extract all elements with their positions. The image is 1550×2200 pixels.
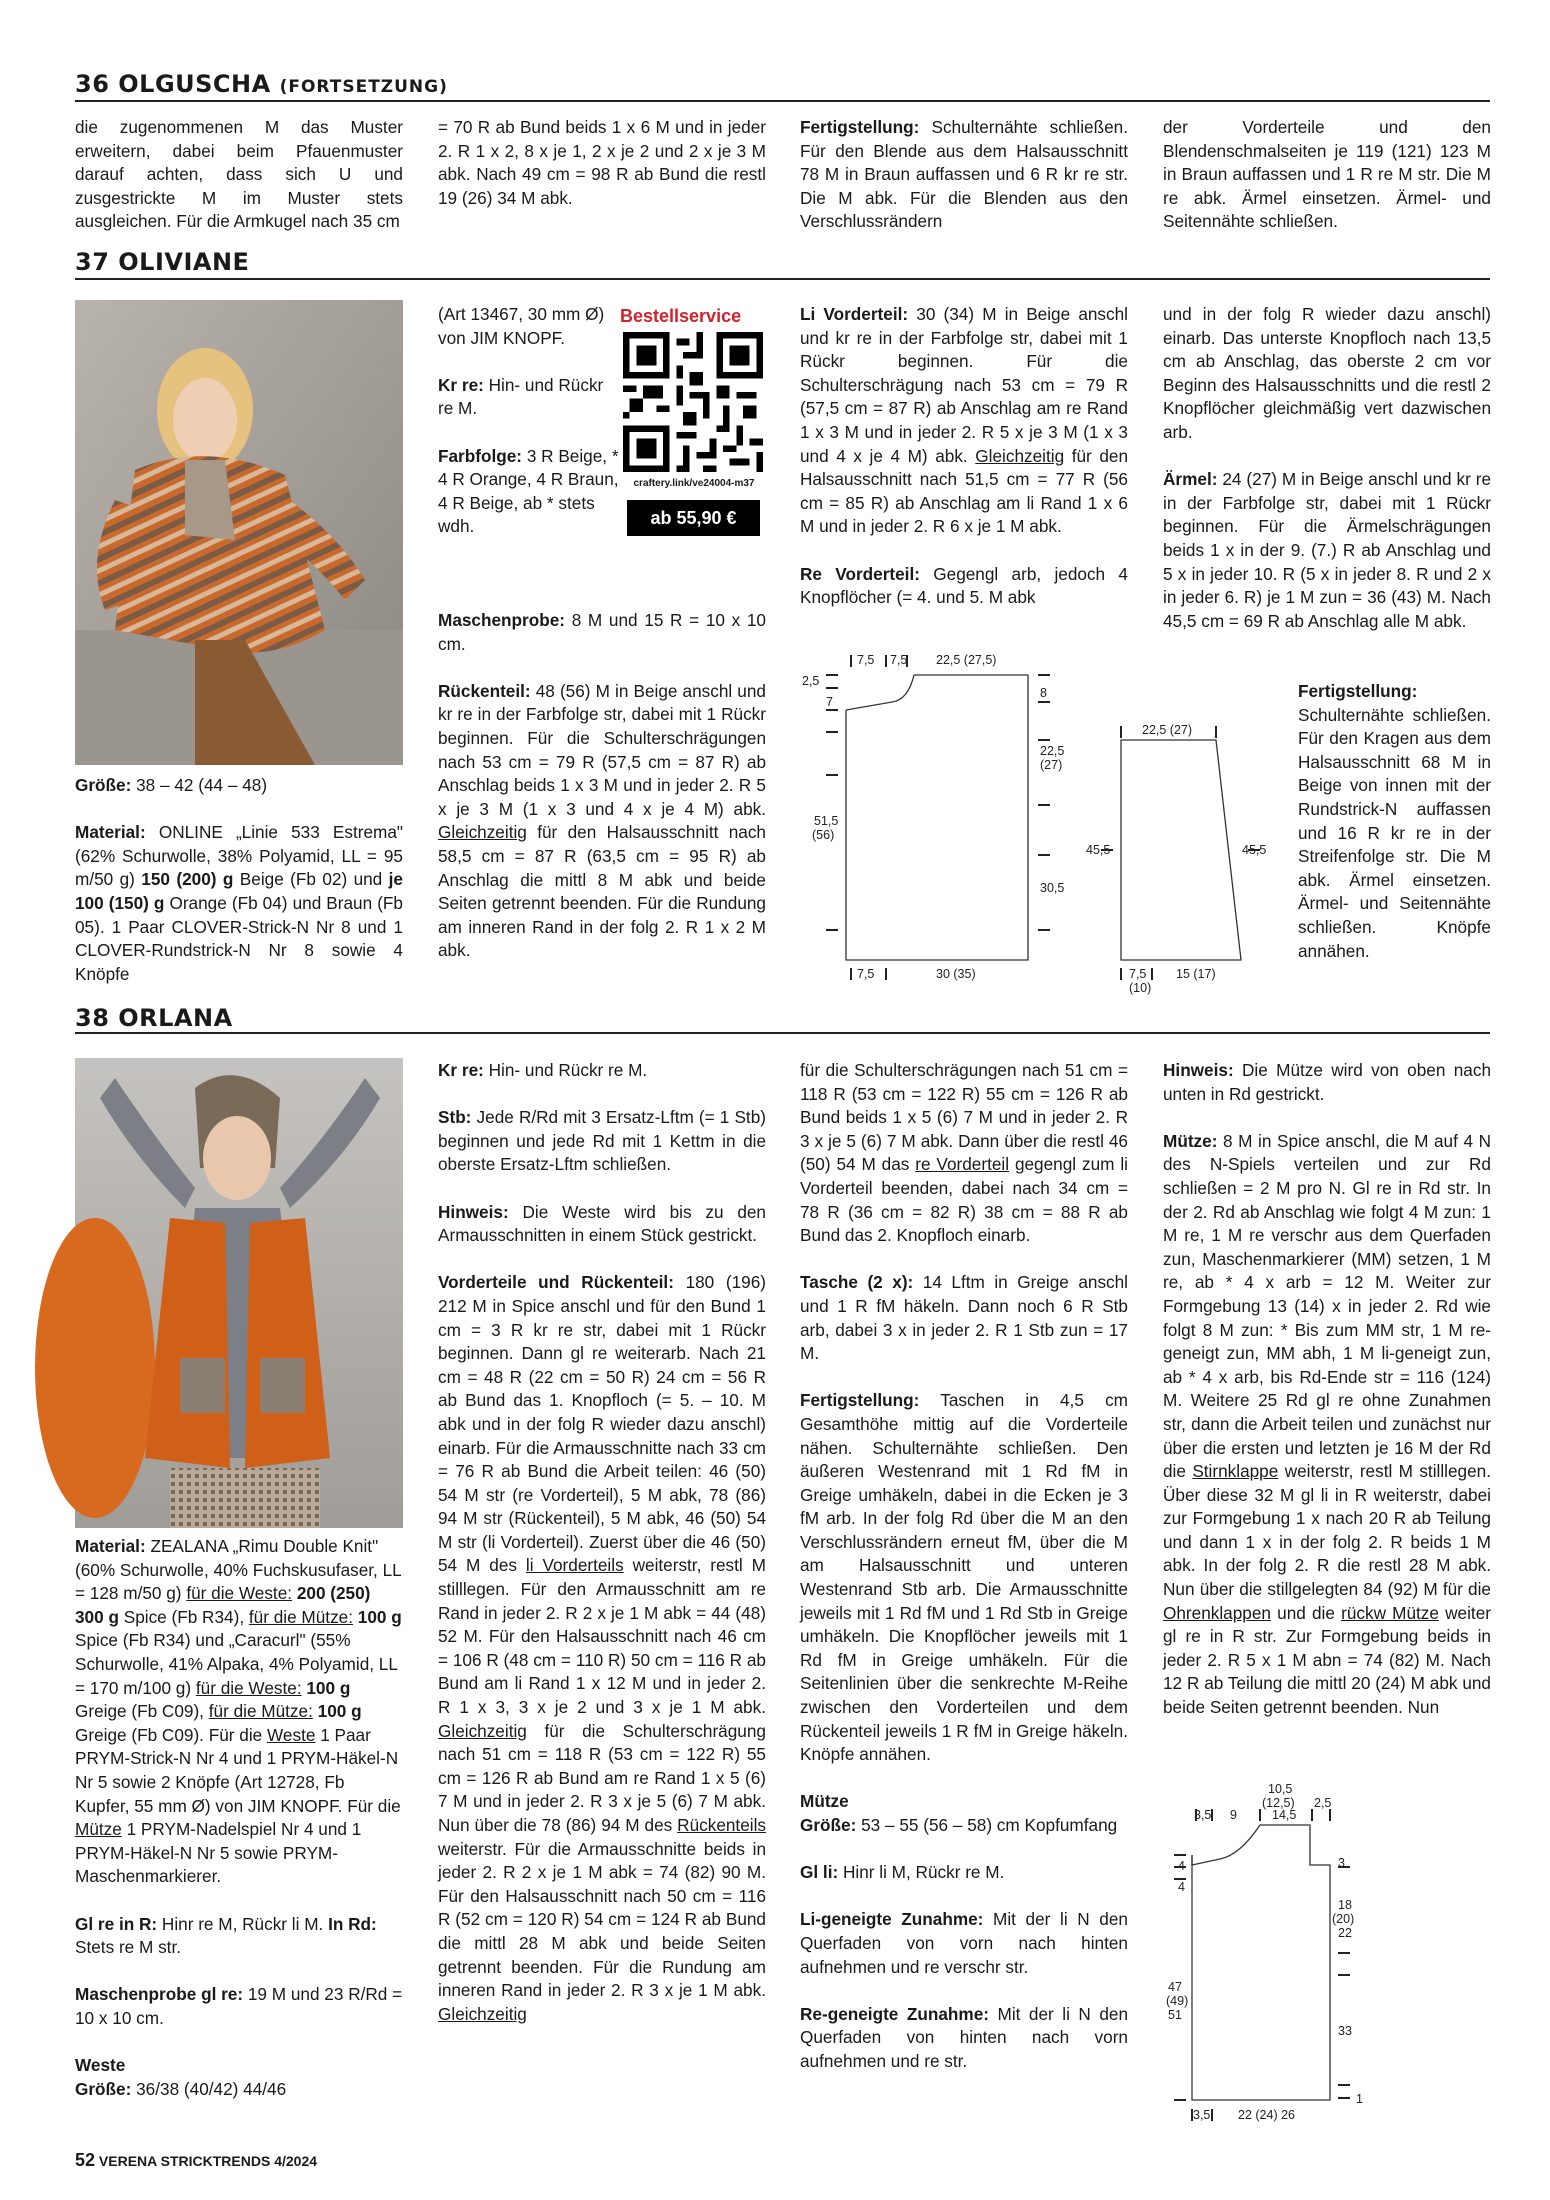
oliviane-photo [75, 300, 403, 765]
s38-b1: 3,5 [1193, 2108, 1211, 2122]
s37-l2: 7 [826, 695, 833, 709]
section-37-rule [75, 278, 1490, 280]
sec37-col1: Größe: 38 – 42 (44 – 48) Material: ONLINE „Linie 533 Estrema" (62% Schurwolle, 38% Polyamid, LL = 95 m/50 g) 150 (200) g Beige (Fb 02) und je 100 (150) g Orange (Fb 04) und Braun (Fb 05). 1 Paar CLOVER-Strick-N Nr 8 und 1 CLOVER-Rundstrick-N Nr 8 sowie 4 Knöpfe [75, 775, 404, 984]
s38-t4: 3,5 [1194, 1808, 1212, 1822]
s38-t2: (12,5) [1262, 1796, 1295, 1810]
sec36-col1: die zugenommenen M das Muster erweitern, dabei beim Pfauenmuster darauf achten, dass sich U und zusgestrickte M im Muster stets ausgleichen. Für die Armkugel nach 35 cm [75, 117, 403, 232]
sec37-col2-bottom: Maschenprobe: 8 M und 15 R = 10 x 10 cm. Rückenteil: 48 (56) M in Beige anschl und kr re in der Farbfolge str, dabei mit 1 Rückr beginnen. Für die Schulterschrägungen nach 53 cm = 79 R (57,5 cm = 87 R) ab Anschlag beids 1 x 3 M und in jeder 2. R 5 x je 3 M (1 x 3 und 4 x je 4 M) abk. Gleichzeitig für den Halsausschnitt nach 58,5 cm = 87 R (63,5 cm = 95 R) ab Anschlag die mittl 8 M abk und beide Seiten getrennt beenden. Für die Rundung am inneren Rand in der folg 2. R 1 x 2 M abk. [438, 610, 766, 961]
s38-r1: 3 [1338, 1856, 1345, 1870]
section-38-rule [75, 1032, 1490, 1034]
s38-l5: 51 [1168, 2008, 1182, 2022]
orlana-schematic [1160, 1782, 1380, 2135]
sec38-col3: für die Schulterschrägungen nach 51 cm = 118 R (53 cm = 122 R) 55 cm = 126 R ab Bund beids 1 x 5 (6) 7 M und in jeder 2. R 3 x je 5 (6) 7 M abk. Dann über die restl 46 (50) 54 M das re Vorderteil gegengl zum li Vorderteil beenden, dabei nach 34 cm = 78 R (36 cm = 82 R) 38 cm = 88 R ab Bund das 2. Knopfloch einarb. Tasche (2 x): 14 Lftm in Greige anschl und 1 R fM häkeln. Dann noch 6 R Stb arb, dabei 3 x in jeder 2. R 1 Stb zun = 17 M. Fertigstellung: Taschen in 4,5 cm Gesamthöhe mittig auf die Vorderteile nähen. Schulternähte schließen. Den äußeren Westenrand mit 1 Rd fM in Greige umhäkeln, dabei in die Ecken je 3 fM arb. In der folg Rd über die M an den Verschlussrändern erneut fM, über die M am Halsausschnitt und unteren Westenrand Stb arb. Die Armausschnitte jeweils mit 1 Rd fM und 1 Rd Stb in Greige umhäkeln. Die Knopflöcher jeweils mit 1 Rd fM in Greige umhäkeln. Für die Seitenlinien über die senkrechte M-Reihe zwischen den Vorderteilen und dem Rückenteil jeweils 1 R fM in Greige häkeln. Knöpfe annähen. Mütze Größe: 53 – 55 (56 – 58) cm Kopfumfang Gl li: Hinr li M, Rückr re M. Li-geneigte Zunahme: Mit der li N den Querfaden von vorn nach hinten aufnehmen und re verschr str. Re-geneigte Zunahme: Mit der li N den Querfaden von hinten nach vorn aufnehmen und re str. [800, 1060, 1129, 2071]
section-36-heading: 36 OLGUSCHA (FORTSETZUNG) [75, 70, 448, 98]
s37-r4: 30,5 [1040, 881, 1065, 895]
s38-l2: 4 [1178, 1880, 1185, 1894]
sec37-finishing: Fertigstellung: Schulternähte schließen. Für den Kragen aus dem Halsausschnitt 68 M in Beige von innen mit der Rundstrick-N auffassen und 16 R kr re in der Streifenfolge str. Die M abk. Ärmel einsetzen. Ärmel- und Seitennähte schließen. Knöpfe annähen. [1298, 681, 1491, 961]
s37-r3: (27) [1040, 758, 1063, 772]
sec38-col1: Material: ZEALANA „Rimu Double Knit" (60% Schurwolle, 40% Fuchskusufaser, LL = 128 m/50 g) für die Weste: 200 (250) 300 g Spice (Fb R34), für die Mütze: 100 g Spice (Fb R34) und „Caracurl" (55% Schurwolle, 41% Alpaka, 4% Polyamid, LL = 170 m/100 g) für die Weste: 100 g Greige (Fb C09), für die Mütze: 100 g Greige (Fb C09). Für die Weste 1 Paar PRYM-Strick-N Nr 4 und 1 PRYM-Häkel-N Nr 5 sowie 2 Knöpfe (Art 12728, Fb Kupfer, 55 mm Ø) von JIM KNOPF. Für die Mütze 1 PRYM-Nadelspiel Nr 4 und 1 PRYM-Häkel-N Nr 5 sowie PRYM-Maschenmarkierer. Gl re in R: Hinr re M, Rückr li M. In Rd: Stets re M str. Maschenprobe gl re: 19 M und 23 R/Rd = 10 x 10 cm. Weste Größe: 36/38 (40/42) 44/46 [75, 1536, 403, 2099]
s37-a2: 45,5 [1086, 843, 1111, 857]
page-number: 52 [75, 2150, 96, 2170]
s37-s2: 7,5 [890, 653, 908, 667]
s38-t1: 10,5 [1268, 1782, 1293, 1796]
sec37-col2-top: (Art 13467, 30 mm Ø) von JIM KNOPF. Kr re: Hin- und Rückr re M. Farbfolge: 3 R Beige, * 4 R Orange, 4 R Braun, 4 R Beige, ab * stets wdh. [438, 304, 619, 537]
s37-r2: 22,5 [1040, 744, 1065, 758]
s38-l1: 4 [1178, 1859, 1185, 1873]
s37-a4: 7,5 [1129, 967, 1147, 981]
s38-r2: 18 [1338, 1898, 1352, 1912]
sec37-col3: Li Vorderteil: 30 (34) M in Beige anschl und kr re in der Farbfolge str, dabei mit 1 Rückr beginnen. Für die Schulterschrägung nach 53 cm = 79 R (57,5 cm = 87 R) ab Anschlag am re Rand 1 x 3 M und in jeder 2. R 5 x je 3 M (1 x 3 und 4 x je 4 M) abk. Gleichzeitig für den Halsausschnitt nach 51,5 cm = 77 R (56 cm = 85 R) ab Anschlag am li Rand 1 x 6 M und in jeder 2. R 6 x je 1 M abk. Re Vorderteil: Gegengl arb, jedoch 4 Knopflöcher (= 4. und 5. M abk [800, 304, 1129, 608]
section-36-rule [75, 100, 1490, 102]
s37-s3: 22,5 (27,5) [936, 653, 997, 667]
sec38-col2: Kr re: Hin- und Rückr re M. Stb: Jede R/Rd mit 3 Ersatz-Lftm (= 1 Stb) beginnen und jede Rd mit 1 Kettm in die oberste Ersatz-Lftm schließen. Hinweis: Die Weste wird bis zu den Armausschnitten in einem Stück gestrickt. Vorderteile und Rückenteil: 180 (196) 212 M in Spice anschl und für den Bund 1 cm = 3 R kr re str, dabei mit 1 Rückr beginnen. Dann gl re weiterarb. Nach 21 cm = 48 R (22 cm = 50 R) 24 cm = 56 R ab Bund das 1. Knopfloch (= 5. – 10. M abk und in der folg R wieder dazu anschl) einarb. Für die Armausschnitte nach 33 cm = 76 R ab Bund die Arbeit teilen: 46 (50) 54 M str (re Vorderteil), 5 M abk, 78 (86) 94 M str (Rückenteil), 5 M abk, 46 (50) 54 M str (li Vorderteil). Zuerst über die 46 (50) 54 M des li Vorderteils weiterstr, restl M stilllegen. Für den Armausschnitt am re Rand in jeder 2. R 2 x je 1 M abk = 44 (48) 52 M. Für den Halsausschnitt nach 46 cm = 106 R (48 cm = 110 R) 50 cm = 116 R ab Bund am li Rand 1 x 12 M und in jeder 2. R 1 x 3, 3 x je 2 und 3 x je 1 M abk. Gleichzeitig für die Schulterschrägung nach 51 cm = 118 R (53 cm = 122 R) 55 cm = 126 R ab Bund am re Rand 1 x 5 (6) 7 M und in jeder 2. R 3 x je 5 (6) 7 M abk. Nun über die 78 (86) 94 M des Rückenteils weiterstr. Für die Armausschnitte beids in jeder 2. R 2 x je 1 M abk = 74 (82) 90 M. Für den Halsausschnitt nach 50 cm = 116 R (52 cm = 120 R) 54 cm = 124 R ab Bund die mittl 28 M abk und beide Seiten getrennt beenden. Für die Rundung am inneren Rand in jeder 2. R 3 x je 1 M abk. Gleichzeitig [438, 1060, 766, 2024]
oliviane-schematic [796, 640, 1296, 1005]
magazine-title: VERENA STRICKTRENDS 4/2024 [98, 2153, 318, 2169]
sec36-col2: = 70 R ab Bund beids 1 x 6 M und in jeder 2. R 1 x 2, 8 x je 1, 2 x je 2 und 2 x je 3 M abk. Nach 49 cm = 98 R ab Bund die restl 19 (26) 34 M abk. [438, 117, 766, 208]
s37-a5: (10) [1129, 981, 1152, 995]
s38-b2: 22 (24) 26 [1238, 2108, 1295, 2122]
s37-a3: 45,5 [1242, 843, 1267, 857]
s37-b2: 30 (35) [936, 967, 976, 981]
section-38-heading: 38 ORLANA [75, 1004, 233, 1032]
orlana-photo [75, 1058, 403, 1528]
order-service-url[interactable]: craftery.link/ve24004-m37 [633, 478, 755, 489]
s38-r4: 22 [1338, 1926, 1352, 1940]
s38-l4: (49) [1166, 1994, 1189, 2008]
sec36-col4: der Vorderteile und den Blendenschmalseiten je 119 (121) 123 M in Braun auffassen und 1 R re M str. Die M re abk. Ärmel einsetzen. Ärmel- und Seitennähte schließen. [1163, 117, 1491, 232]
s37-a6: 15 (17) [1176, 967, 1216, 981]
sec36-col3: Fertigstellung: Schulternähte schließen. Für den Blende aus dem Halsausschnitt 78 M in Braun auffassen und 6 R kr re str. Die M abk. Für die Blenden aus den Verschlussrändern [800, 117, 1128, 232]
order-price-badge[interactable]: ab 55,90 € [627, 500, 760, 536]
page-footer [75, 2150, 317, 2171]
s38-l3: 47 [1168, 1980, 1182, 1994]
sec37-col4: und in der folg R wieder dazu anschl) einarb. Das unterste Knopfloch nach 13,5 cm ab Anschlag, das oberste 2 cm vor Beginn des Halsausschnitts und die restl 2 Knopflöcher gleichmäßig vert dazwischen arb. Ärmel: 24 (27) M in Beige anschl und kr re in der Farbfolge str, dabei mit 1 Rückr beginnen. Für die Ärmelschrägungen beids 1 x in der 9. (7.) R ab Anschlag und 5 x in jeder 10. R (5 x in jeder 8. R und 2 x in jeder 6. R) je 1 M zun = 36 (43) M. Nach 45,5 cm = 69 R ab Anschlag alle M abk. [1163, 304, 1491, 631]
s37-l1: 2,5 [802, 674, 820, 688]
section-37-heading: 37 OLIVIANE [75, 248, 250, 276]
s38-r3: (20) [1332, 1912, 1355, 1926]
s37-b1: 7,5 [857, 967, 875, 981]
sec38-col4: Hinweis: Die Mütze wird von oben nach unten in Rd gestrickt. Mütze: 8 M in Spice anschl, die M auf 4 N des N-Spiels verteilen und zur Rd schließen = 2 M pro N. Gl re in Rd str. In der 2. Rd ab Anschlag wie folgt 4 M zun: 1 M re, 1 M re verschr aus dem Querfaden zun, Maschenmarkierer (MM) setzen, 1 M re, ab * 4 x arb = 12 M. Weiter zur Formgebung 13 (14) x in jeder 2. Rd wie folgt 8 M zun: * Bis zum MM str, 1 M re-geneigt zun, MM abh, 1 M li-geneigt zun, ab * 4 x arb, bis Rd-Ende str = 116 (124) M. Weitere 25 Rd gl re ohne Zunahmen str, dann die Arbeit teilen und zunächst nur über die ersten und letzten je 16 M der Rd die Stirnklappe weiterstr, restl M stilllegen. Über diese 32 M gl li in R weiterstr, dabei zur Formgebung 1 x nach 20 R ab Teilung und dann 1 x in der folg 2. R beids 1 M abk. In der folg 2. R die restl 28 M abk. Nun über die stillgelegten 84 (92) M für die Ohrenklappen und die rückw Mütze weiter gl re in R str. Zur Formgebung beids in jeder 2. R 5 x 1 M abn = 74 (82) M. Nach 12 R ab Teilung die mittl 20 (24) M abk und beide Seiten getrennt beenden. Nun [1163, 1060, 1492, 1718]
s38-r6: 1 [1356, 2092, 1363, 2106]
s37-s1: 7,5 [857, 653, 875, 667]
s37-l3: 51,5 [814, 814, 839, 828]
qr-code[interactable] [623, 332, 763, 472]
s38-t3: 2,5 [1314, 1796, 1332, 1810]
s38-t6: 14,5 [1272, 1808, 1297, 1822]
s38-r5: 33 [1338, 2024, 1352, 2038]
s37-l4: (56) [812, 828, 835, 842]
s37-a1: 22,5 (27) [1142, 723, 1193, 737]
s37-r1: 8 [1040, 686, 1047, 700]
order-service-title: Bestellservice [620, 306, 742, 326]
s38-t5: 9 [1230, 1808, 1237, 1822]
